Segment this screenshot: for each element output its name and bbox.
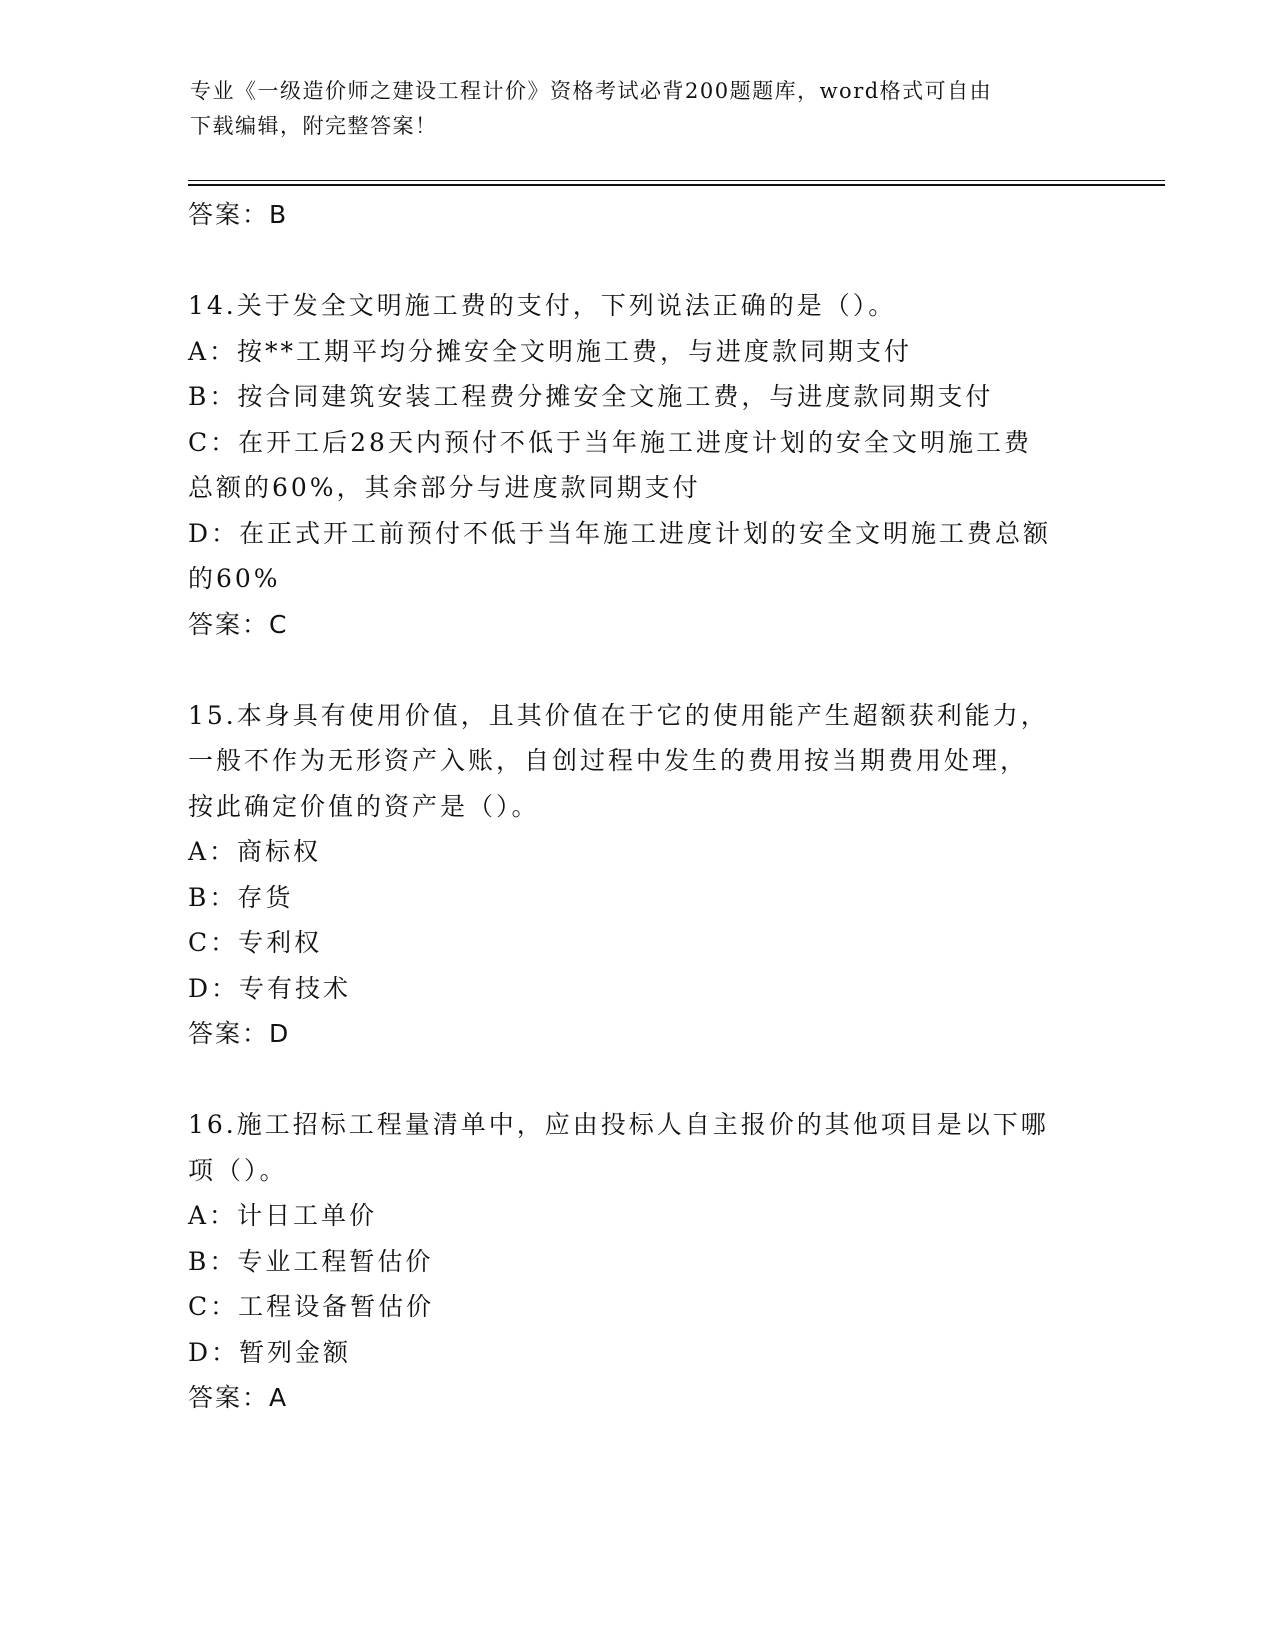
question-stem: 16.施工招标工程量清单中，应由投标人自主报价的其他项目是以下哪	[188, 1110, 1049, 1139]
option-c: C：专利权	[188, 928, 323, 957]
option-a: A：商标权	[188, 837, 322, 866]
question-15	[188, 693, 1098, 1057]
option-c-continued: 总额的60%，其余部分与进度款同期支付	[188, 473, 701, 502]
option-d: D：专有技术	[188, 973, 352, 1003]
answer: 答案：A	[188, 1383, 289, 1412]
question-14	[188, 283, 1098, 647]
spacer	[188, 238, 1098, 284]
spacer	[188, 647, 1098, 693]
spacer	[188, 1057, 1098, 1103]
option-d-continued: 的60%	[188, 564, 281, 593]
question-stem-continued: 按此确定价值的资产是（）。	[188, 791, 540, 821]
document-header	[190, 74, 1090, 144]
answer: 答案：D	[188, 1019, 291, 1048]
header-line-2: 下载编辑，附完整答案！	[190, 114, 438, 138]
option-d: D：在正式开工前预付不低于当年施工进度计划的安全文明施工费总额	[188, 518, 1052, 548]
option-c: C：在开工后28天内预付不低于当年施工进度计划的安全文明施工费	[188, 427, 1032, 457]
header-divider-thin	[188, 180, 1165, 181]
option-b: B：按合同建筑安装工程费分摊安全文施工费，与进度款同期支付	[188, 382, 994, 411]
option-b: B：存货	[188, 882, 294, 912]
header-divider-thick	[188, 184, 1165, 186]
previous-answer: 答案：B	[188, 200, 289, 229]
answer: 答案：C	[188, 609, 289, 639]
option-a: A：计日工单价	[188, 1201, 378, 1230]
option-c: C：工程设备暂估价	[188, 1292, 435, 1321]
option-d: D：暂列金额	[188, 1337, 352, 1367]
question-16	[188, 1102, 1098, 1421]
question-stem: 15.本身具有使用价值，且其价值在于它的使用能产生超额获利能力，	[188, 700, 1049, 730]
question-body	[188, 192, 1098, 1421]
option-a: A：按**工期平均分摊安全文明施工费，与进度款同期支付	[188, 336, 913, 366]
header-line-1: 专业《一级造价师之建设工程计价》资格考试必背200题题库，word格式可自由	[190, 79, 993, 103]
question-stem: 14.关于发全文明施工费的支付，下列说法正确的是（）。	[188, 291, 897, 320]
option-b: B：专业工程暂估价	[188, 1246, 434, 1276]
question-stem-continued: 一般不作为无形资产入账，自创过程中发生的费用按当期费用处理，	[188, 746, 1029, 775]
question-stem-continued: 项（）。	[188, 1155, 288, 1185]
